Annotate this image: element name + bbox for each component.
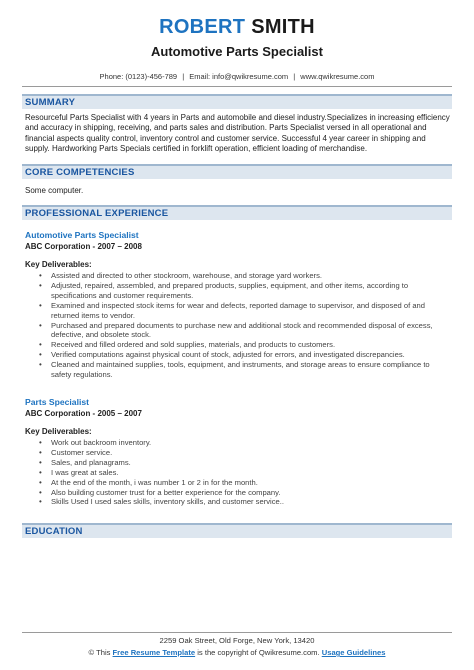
list-item: • Adjusted, repaired, assembled, and prepared products, supplies, equipment, and other items, according to specifications and customer requirements. [51, 281, 452, 301]
page-footer [0, 632, 474, 658]
experience-section-header [22, 205, 452, 220]
free-resume-template-link[interactable]: Free Resume Template [112, 648, 196, 657]
job-company: ABC Corporation - 2007 – 2008 [25, 242, 142, 252]
contact-email[interactable]: Email: info@qwikresume.com [189, 72, 289, 81]
list-item: • Cleaned and maintained supplies, tools, equipment, and instruments, and storage areas to ensure compliance to safety regulations. [51, 360, 452, 380]
list-item: • Sales, and planagrams. [51, 458, 452, 468]
list-item: • I was great at sales. [51, 468, 452, 478]
candidate-title: Automotive Parts Specialist [151, 44, 323, 59]
key-deliverables-label: Key Deliverables: [25, 427, 92, 436]
footer-address: 2259 Oak Street, Old Forge, New York, 13420 [159, 636, 315, 645]
competencies-title: CORE COMPETENCIES [25, 166, 135, 178]
list-item: • At the end of the month, i was number 1 or 2 in for the month. [51, 478, 452, 488]
list-item: • Examined and inspected stock items for wear and defects, reported damage to supervisor, and disposed of and returned items to vendor. [51, 301, 452, 321]
list-item: • Purchased and prepared documents to purchase new and additional stock and recommended disposal of excess, defective, and obsolete stock. [51, 321, 452, 341]
first-name: ROBERT [159, 16, 246, 38]
summary-text: Resourceful Parts Specialist with 4 years in Parts and automobile and diesel industry.Specializes in increasing efficiency and accuracy in shipping, receiving, and parts sales and distribution. Parts Specialist versed in all operational and financial aspects quality control, inventory control and customer service. Successful 4 year career in shipping and supply. Hardworking Parts Specials certified in forklift operation, efficient loading of merchandise. [25, 113, 450, 154]
list-item: • Work out backroom inventory. [51, 438, 452, 448]
usage-guidelines-link[interactable]: Usage Guidelines [321, 648, 386, 657]
footer-copyright [0, 648, 474, 658]
job-title: Parts Specialist [25, 397, 90, 407]
candidate-name [22, 16, 452, 38]
competencies-section-header [22, 164, 452, 179]
list-item: • Also building customer trust for a better experience for the company. [51, 488, 452, 498]
deliverables-list [25, 271, 452, 380]
summary-section-header [22, 94, 452, 109]
contact-separator: | [182, 72, 185, 81]
contact-website[interactable]: www.qwikresume.com [300, 72, 375, 81]
resume-header [22, 0, 452, 87]
header-divider [22, 86, 452, 87]
list-item: • Verified computations against physical count of stock, adjusted for errors, and investigated discrepancies. [51, 350, 452, 360]
contact-line [22, 72, 452, 82]
education-title: EDUCATION [25, 526, 83, 538]
deliverables-list [25, 438, 452, 507]
list-item: • Customer service. [51, 448, 452, 458]
list-item: • Received and filled ordered and sold supplies, materials, and products to customers. [51, 340, 452, 350]
copyright-middle: is the copyright of Qwikresume.com. [195, 648, 322, 657]
experience-title: PROFESSIONAL EXPERIENCE [25, 208, 169, 220]
contact-separator: | [293, 72, 296, 81]
job-entry [22, 397, 452, 507]
education-section-header [22, 523, 452, 538]
competencies-text: Some computer. [25, 185, 84, 195]
footer-divider [22, 632, 452, 633]
job-entry [22, 230, 452, 380]
list-item: • Skills Used I used sales skills, inventory skills, and customer service.. [51, 497, 452, 507]
job-title: Automotive Parts Specialist [25, 230, 139, 241]
last-name: SMITH [251, 16, 315, 38]
list-item: • Assisted and directed to other stockroom, warehouse, and storage yard workers. [51, 271, 452, 281]
job-company: ABC Corporation - 2005 – 2007 [25, 409, 142, 418]
copyright-prefix: © This [88, 648, 113, 657]
summary-title: SUMMARY [25, 97, 76, 108]
key-deliverables-label: Key Deliverables: [25, 260, 92, 270]
contact-phone: Phone: (0123)-456-789 [99, 72, 178, 81]
